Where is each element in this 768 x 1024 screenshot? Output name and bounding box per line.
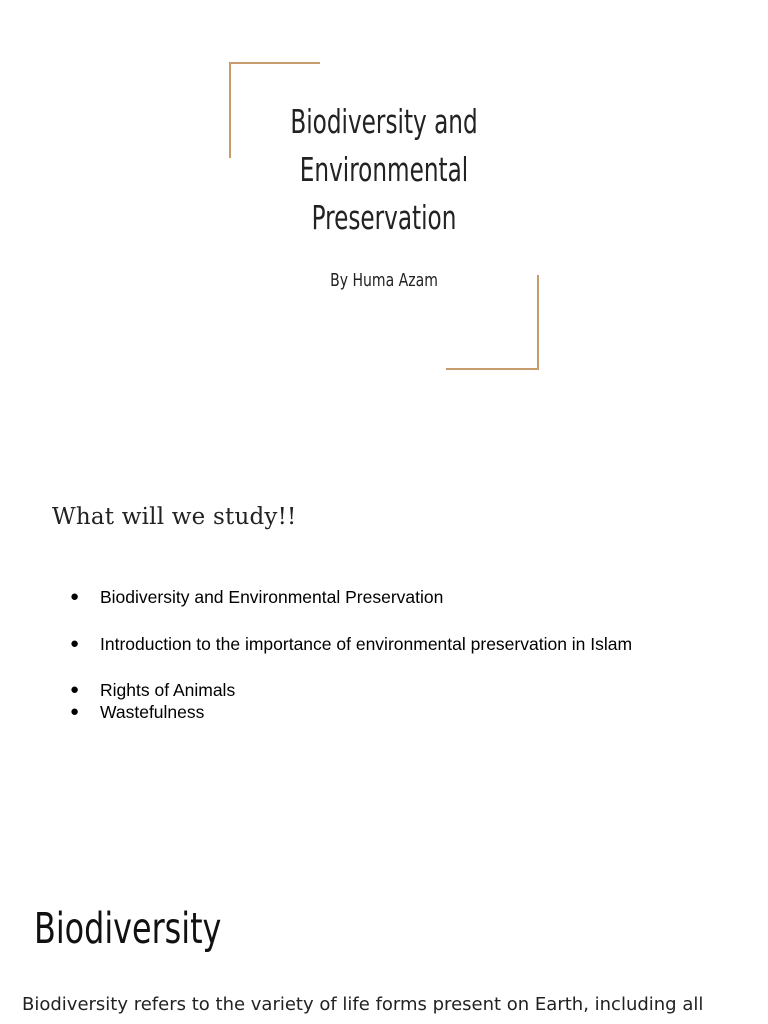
agenda-heading: What will we study!! (52, 504, 297, 530)
biodiversity-slide (0, 864, 768, 1024)
agenda-slide (0, 432, 768, 864)
author-byline: By Huma Azam (330, 270, 438, 291)
list-item (70, 633, 633, 655)
presentation-title (267, 98, 501, 242)
list-item-text: Wastefulness (100, 702, 205, 722)
list-item (70, 679, 236, 701)
bullet-icon: ● (70, 703, 80, 720)
list-item (70, 586, 444, 608)
section-heading: Biodiversity (34, 904, 222, 954)
bullet-icon: ● (70, 635, 80, 652)
list-item-text: Introduction to the importance of environmental preservation in Islam (100, 634, 633, 654)
bullet-icon: ● (70, 681, 80, 698)
title-slide (0, 0, 768, 432)
decorative-frame-corner-bottom-right (446, 275, 539, 370)
bullet-icon: ● (70, 588, 80, 605)
list-item-text: Biodiversity and Environmental Preservation (100, 587, 444, 607)
title-line-2: Environmental (299, 150, 469, 189)
title-line-1: Biodiversity and (290, 102, 478, 141)
list-item-text: Rights of Animals (100, 680, 236, 700)
title-line-3: Preservation (311, 198, 457, 237)
body-paragraph: Biodiversity refers to the variety of life forms present on Earth, including all (22, 994, 704, 1015)
list-item (70, 701, 205, 723)
